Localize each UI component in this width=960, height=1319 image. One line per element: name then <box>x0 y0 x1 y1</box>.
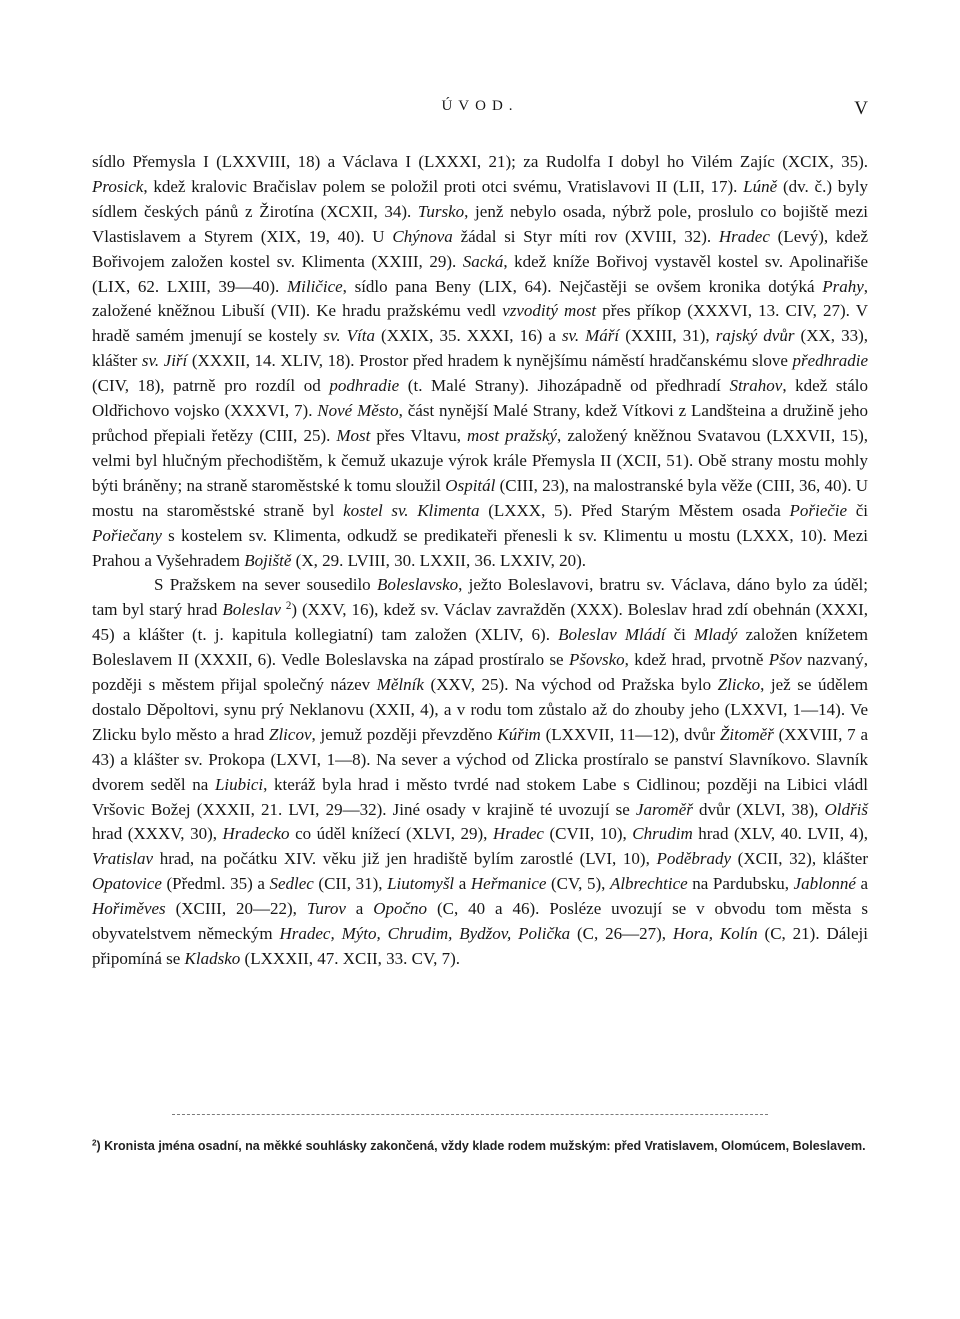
text-run: (C, 21). Dáleji připomíná se <box>92 924 869 968</box>
place-name: Pšov <box>768 650 802 670</box>
place-name: Turov <box>306 899 346 919</box>
text-run: (t. Malé Strany). Jihozápadně od předhradí <box>399 376 730 396</box>
place-name: Miličice <box>286 276 343 296</box>
text-run: hrad (XXXV, 30), <box>92 824 223 844</box>
text-run: přes Vltavu, <box>370 425 467 445</box>
place-name: Hradecko <box>222 824 290 844</box>
place-name: Oldřiš <box>824 799 868 819</box>
text-run: (XCII, 32), klášter <box>731 849 868 869</box>
text-run: na Pardubsku, <box>687 874 794 894</box>
place-name: Kladsko <box>184 949 241 968</box>
place-name: Tursko <box>417 201 465 221</box>
footnote-ref: 2 <box>285 600 292 613</box>
place-name: Prosick <box>92 176 144 196</box>
place-name: Chrudim <box>632 824 693 844</box>
text-run: (XXXII, 14. XLIV, 18). Prostor před hradem k nynějšímu náměstí hradčanskému slove <box>187 351 793 371</box>
place-name: Hradec <box>718 226 770 246</box>
text-run: (Levý), kdež Bořivojem založen kostel sv. Klimenta (XXIII, 29). <box>92 226 869 271</box>
text-run: , jež se údělem dostalo Děpoltovi, synu prý Neklanovu (XXII, 4), a v rodu tom zůstalo až do zhouby jeho (LXXVI, 1—14). Ve Zlicku bylo město a hrad <box>92 675 868 744</box>
text-run: (LXXVII, 11—12), dvůr <box>540 724 720 744</box>
page-number: V <box>854 98 868 119</box>
place-name: Mělník <box>376 675 424 695</box>
place-name: Most <box>336 425 371 445</box>
text-run: (C, 40 a 46). Posléze uvozují se v obvodu tom města s obyvatelstvem německým <box>92 899 868 944</box>
place-name: Žitoměř <box>719 724 774 744</box>
place-name: kostel sv. Klimenta <box>343 500 480 520</box>
place-name: Jablonné <box>793 874 856 894</box>
text-run: nazvaný, později s městem přijal společný název <box>92 650 869 695</box>
text-run: přes příkop (XXXVI, 13. CIV, 27). V hradě samém jmenují se kostely <box>92 301 868 346</box>
text-run: (CVII, 10), <box>543 824 633 844</box>
place-name: Mladý <box>694 625 738 645</box>
text-run: založen knížetem Boleslavem II (XXXII, 6). Vedle Boleslavska na západ prostíralo se <box>92 625 868 670</box>
text-run: , kdež stálo Oldřichovo vojsko (XXXVI, 7). <box>92 376 868 421</box>
place-name: sv. Máří <box>561 326 620 346</box>
text-run: , ježto Boleslavovi, bratru sv. Václava, dáno bylo za úděl; tam byl starý hrad <box>92 575 868 620</box>
text-run: , kteráž byla hrad i město tvrdé nad stokem Labe s Cidlinou; později na Libici vládl Vršovic Božej (XXXII, 21. LVI, 29—32). Jiné osady v krajině té uvozují se <box>92 774 869 819</box>
text-run: (LXXXII, 47. XCII, 33. CV, 7). <box>240 949 461 968</box>
text-run: hrad (XLV, 40. LVII, 4), <box>692 824 869 844</box>
text-run: (XXVIII, 7 a 43) a klášter sv. Prokopa (LXVI, 1—8). Na sever a východ od Zlicka prostíralo se panství Slavníkovo. Slavník dvorem seděl na <box>92 724 868 794</box>
text-run: (XXIII, 31), <box>619 326 716 346</box>
place-name: Bojiště <box>244 550 292 570</box>
text-run: hrad, na počátku XIV. věku již jen hradiště bylím zarostlé (LVI, 10), <box>153 849 657 869</box>
text-run: či <box>847 500 868 520</box>
place-name: Hořiměves <box>92 899 166 919</box>
place-name: Albrechtice <box>609 874 688 894</box>
place-name: Lúně <box>743 176 778 196</box>
paragraph-2 <box>92 573 868 972</box>
text-run: a <box>454 874 471 894</box>
text-run: (LXXX, 5). Před Starým Městem osada <box>479 500 790 520</box>
paragraph-1 <box>92 150 868 573</box>
place-name: Kúřim <box>497 724 541 744</box>
place-name: Vratislav <box>92 849 154 869</box>
footnote <box>92 1135 868 1157</box>
place-name: Zlicko <box>717 675 761 695</box>
text-run: , jemuž později převzděno <box>311 724 498 744</box>
text-run: (C, 26—27), <box>570 924 673 944</box>
place-name: Hradec, Mýto, Chrudim, Bydžov, Polička <box>279 924 571 944</box>
text-run: S Pražskem na sever sousedilo <box>154 575 377 595</box>
text-run: (Předml. 35) a <box>161 874 270 894</box>
place-name: Prahy <box>822 276 864 296</box>
text-run: , část nynější Malé Strany, kdež Vítkovi z Landšteina a družině jeho průchod přepiali řetězy (CIII, 25). <box>92 401 868 445</box>
place-name: Sedlec <box>269 874 314 894</box>
text-run: , založený kněžnou Svatavou (LXXVII, 15), velmi byl hlučným přechodištěm, k čemuž ukazuje výrok krále Přemysla II (XCII, 51). Obě strany mostu mohly býti bráněny; na straně staroměstské k tomu sloužil <box>92 425 868 495</box>
place-name: Opatovice <box>92 874 162 894</box>
text-run: žádal si Styr míti rov (XVIII, 32). <box>452 226 719 246</box>
text-run: (XXIX, 35. XXXI, 16) a <box>374 326 562 346</box>
text-run: ) (XXV, 16), kdež sv. Václav zavražděn (XXX). Boleslav hrad zdí obehnán (XXXI, 45) a klášter (t. j. kapitula kollegiatní) tam založen (XLIV, 6). <box>92 600 869 645</box>
text-run: , založené kněžnou Libuší (VII). Ke hradu pražskému vedl <box>92 276 868 321</box>
place-name: podhradie <box>329 376 400 396</box>
place-name: Hora, Kolín <box>672 924 758 944</box>
place-name: Boleslavsko <box>376 575 459 595</box>
text-run: , kdež kníže Bořivoj vystavěl kostel sv. Apolinařiše (LIX, 62. LXIII, 39—40). <box>92 251 869 296</box>
text-run: co úděl knížecí (XLVI, 29), <box>289 824 493 844</box>
text-run: či <box>665 625 695 645</box>
place-name: Poděbrady <box>656 849 732 869</box>
place-name: Liubici <box>214 774 264 794</box>
place-name: Heřmanice <box>470 874 547 894</box>
text-run: (CII, 31), <box>313 874 388 894</box>
text-run: a <box>345 899 374 919</box>
text-run: s kostelem sv. Klimenta, odkudž se predikateři přenesli k sv. Klimentu u mostu (LXXX, 10). Mezi Prahou a Vyšehradem <box>92 525 868 570</box>
text-run: sídlo Přemysla I (LXXVIII, 18) a Václava I (LXXXI, 21); za Rudolfa I dobyl ho Vilém Zajíc (XCIX, 35). <box>92 152 868 171</box>
text-run: (X, 29. LVIII, 30. LXXII, 36. LXXIV, 20). <box>291 550 587 570</box>
footnote-text: ) Kronista jména osadní, na měkké souhlásky zakončená, vždy klade rodem mužským: před Vratislavem, Olomúcem, Boleslavem. <box>96 1139 866 1153</box>
text-run: , sídlo pana Beny (LIX, 64). Nejčastěji se ovšem kronika dotýká <box>342 276 823 296</box>
place-name: Sacká <box>462 251 504 271</box>
place-name: Liutomyšl <box>387 874 455 894</box>
place-name: most pražský <box>466 425 558 445</box>
footnote-divider <box>172 1114 768 1115</box>
place-name: Jaroměř <box>635 799 693 819</box>
place-name: Pořiečie <box>789 500 848 520</box>
text-run: (CIII, 23), na malostranské byla věže (CIII, 36, 40). U mostu na staroměstské straně byl <box>92 475 868 520</box>
place-name: Hradec <box>492 824 544 844</box>
place-name: Zlicov <box>269 724 312 744</box>
text-run: a <box>855 874 869 894</box>
place-name: Chýnova <box>392 226 453 246</box>
text-run: (XXV, 25). Na východ od Pražska bylo <box>423 675 718 695</box>
place-name: Pšovsko <box>568 650 625 670</box>
text-run: (XCIII, 20—22), <box>165 899 307 919</box>
place-name: sv. Víta <box>323 326 375 346</box>
place-name: Ospitál <box>445 475 496 495</box>
text-run: dvůr (XLVI, 38), <box>692 799 825 819</box>
footnote-marker: 2 <box>92 1138 97 1148</box>
place-name: Opočno <box>373 899 428 919</box>
place-name: vzvoditý most <box>502 301 597 321</box>
text-run: , kdež kralovic Bračislav polem se položil proti otci svému, Vratislavovi II (LII, 17). <box>143 176 744 196</box>
place-name: Boleslav Mládí <box>558 625 666 645</box>
body-text <box>92 150 868 972</box>
place-name: Nové Město <box>317 401 399 421</box>
text-run: (dv. č.) byly sídlem českých pánů z Žirotína (XCXII, 34). <box>92 176 868 221</box>
text-run: , jenž nebylo osada, nýbrž pole, proslulo co bojiště mezi Vlastislavem a Styrem (XIX, 19, 40). U <box>92 201 868 246</box>
text-run: , kdež hrad, prvotně <box>624 650 769 670</box>
place-name: Pořiečany <box>92 525 162 545</box>
running-title: ÚVOD. <box>441 98 519 114</box>
text-run: (CIV, 18), patrně pro rozdíl od <box>92 376 330 396</box>
place-name: Boleslav <box>222 600 281 620</box>
place-name: předhradie <box>792 351 868 371</box>
place-name: Strahov <box>729 376 783 396</box>
place-name: sv. Jiří <box>141 351 188 371</box>
text-run: (CV, 5), <box>546 874 610 894</box>
place-name: rajský dvůr <box>715 326 795 346</box>
text-run: (XX, 33), klášter <box>92 326 868 371</box>
page-header <box>92 98 868 128</box>
